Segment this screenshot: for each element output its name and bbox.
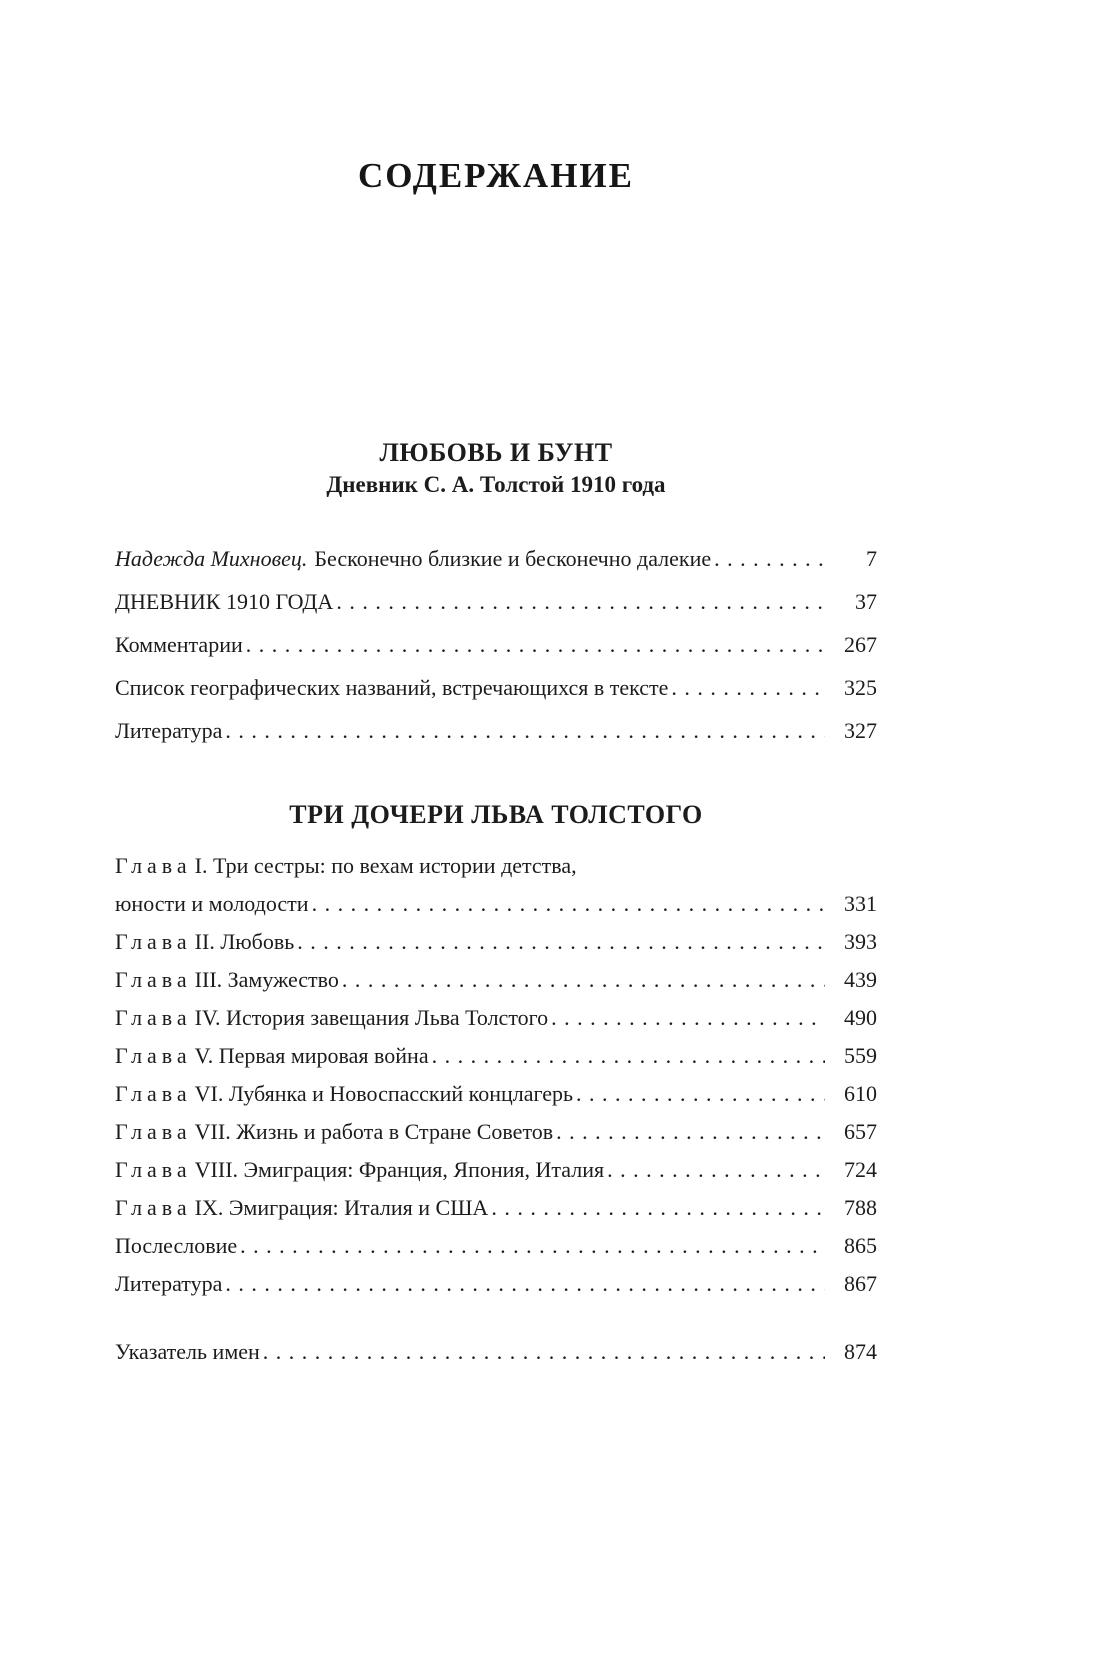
dot-leader (342, 966, 825, 994)
entry-label: V. Первая мировая война (194, 1043, 429, 1068)
entry-label: IX. Эмиграция: Италия и США (194, 1195, 489, 1220)
toc-entry (115, 1042, 877, 1080)
section1-heading: ЛЮБОВЬ И БУНТ (379, 438, 613, 467)
toc-entry (115, 1338, 877, 1366)
dot-leader (432, 1042, 825, 1070)
toc-entry (115, 852, 877, 928)
dot-leader (576, 1080, 825, 1108)
contents-column (115, 0, 877, 1669)
page-number: 657 (844, 1119, 877, 1144)
entry-label-line2: юности и молодости (115, 891, 309, 916)
section2-entries (115, 852, 877, 1308)
entry-label: Указатель имен (115, 1339, 260, 1364)
page-number: 610 (844, 1081, 877, 1106)
chapter-word: Глава (115, 1119, 192, 1144)
toc-entry (115, 1156, 877, 1194)
chapter-word: Глава (115, 1043, 192, 1068)
toc-entry (115, 1004, 877, 1042)
page-title: СОДЕРЖАНИЕ (357, 156, 634, 195)
toc-entry (115, 717, 877, 760)
entry-label: VII. Жизнь и работа в Стране Советов (194, 1119, 554, 1144)
toc-entry (115, 674, 877, 717)
dot-leader (336, 588, 825, 616)
chapter-word: Глава (115, 929, 192, 954)
page-number: 267 (844, 632, 877, 657)
dot-leader (491, 1194, 825, 1222)
dot-leader (240, 1232, 825, 1260)
toc-entry (115, 545, 877, 588)
name-index-block (115, 1338, 877, 1366)
chapter-word: Глава (115, 1195, 192, 1220)
page-number: 559 (844, 1043, 877, 1068)
entry-label: Послесловие (115, 1233, 238, 1258)
section2-heading: ТРИ ДОЧЕРИ ЛЬВА ТОЛСТОГО (289, 800, 703, 829)
chapter-word: Глава (115, 853, 192, 878)
section1-subheading: Дневник С. А. Толстой 1910 года (326, 472, 666, 497)
dot-leader (225, 717, 825, 745)
dot-leader (297, 928, 825, 956)
page-number: 7 (866, 546, 877, 571)
page-number: 867 (844, 1271, 877, 1296)
dot-leader (246, 631, 825, 659)
entry-label: IV. История завещания Льва Толстого (194, 1005, 549, 1030)
page-number: 439 (844, 967, 877, 992)
toc-entry (115, 966, 877, 1004)
entry-label: Литература (115, 1271, 223, 1296)
entry-label: Литература (115, 718, 223, 743)
dot-leader (263, 1338, 825, 1366)
toc-entry (115, 1194, 877, 1232)
chapter-word: Глава (115, 1081, 192, 1106)
entry-label: I. Три сестры: по вехам истории детства, (194, 853, 577, 878)
toc-entry (115, 1118, 877, 1156)
dot-leader (551, 1004, 825, 1032)
entry-label: ДНЕВНИК 1910 ГОДА (115, 589, 334, 614)
toc-entry (115, 1270, 877, 1308)
chapter-word: Глава (115, 1005, 192, 1030)
toc-entry (115, 928, 877, 966)
entry-label: VIII. Эмиграция: Франция, Япония, Италия (194, 1157, 605, 1182)
page-number: 865 (844, 1233, 877, 1258)
dot-leader (671, 674, 825, 702)
page-number: 325 (844, 675, 877, 700)
entry-label: Бесконечно близкие и бесконечно далекие (314, 546, 712, 571)
page-number: 788 (844, 1195, 877, 1220)
dot-leader (312, 890, 825, 918)
page-number: 874 (844, 1339, 877, 1364)
toc-entry (115, 1232, 877, 1270)
section1-entries (115, 545, 877, 760)
page-number: 37 (855, 589, 877, 614)
page-number: 327 (844, 718, 877, 743)
chapter-word: Глава (115, 967, 192, 992)
dot-leader (225, 1270, 825, 1298)
entry-label: III. Замужество (194, 967, 339, 992)
page-number: 331 (844, 891, 877, 916)
dot-leader (607, 1156, 825, 1184)
dot-leader (714, 545, 825, 573)
chapter-word: Глава (115, 1157, 192, 1182)
toc-entry (115, 1080, 877, 1118)
page-number: 393 (844, 929, 877, 954)
toc-entry (115, 588, 877, 631)
entry-label: VI. Лубянка и Новоспасский концлагерь (194, 1081, 574, 1106)
page-number: 490 (844, 1005, 877, 1030)
entry-label: Список географических названий, встречающихся в тексте (115, 675, 669, 700)
toc-entry (115, 631, 877, 674)
entry-author-italic: Надежда Михновец. (115, 546, 308, 571)
entry-label: II. Любовь (194, 929, 295, 954)
page-number: 724 (844, 1157, 877, 1182)
dot-leader (556, 1118, 825, 1146)
entry-label: Комментарии (115, 632, 243, 657)
